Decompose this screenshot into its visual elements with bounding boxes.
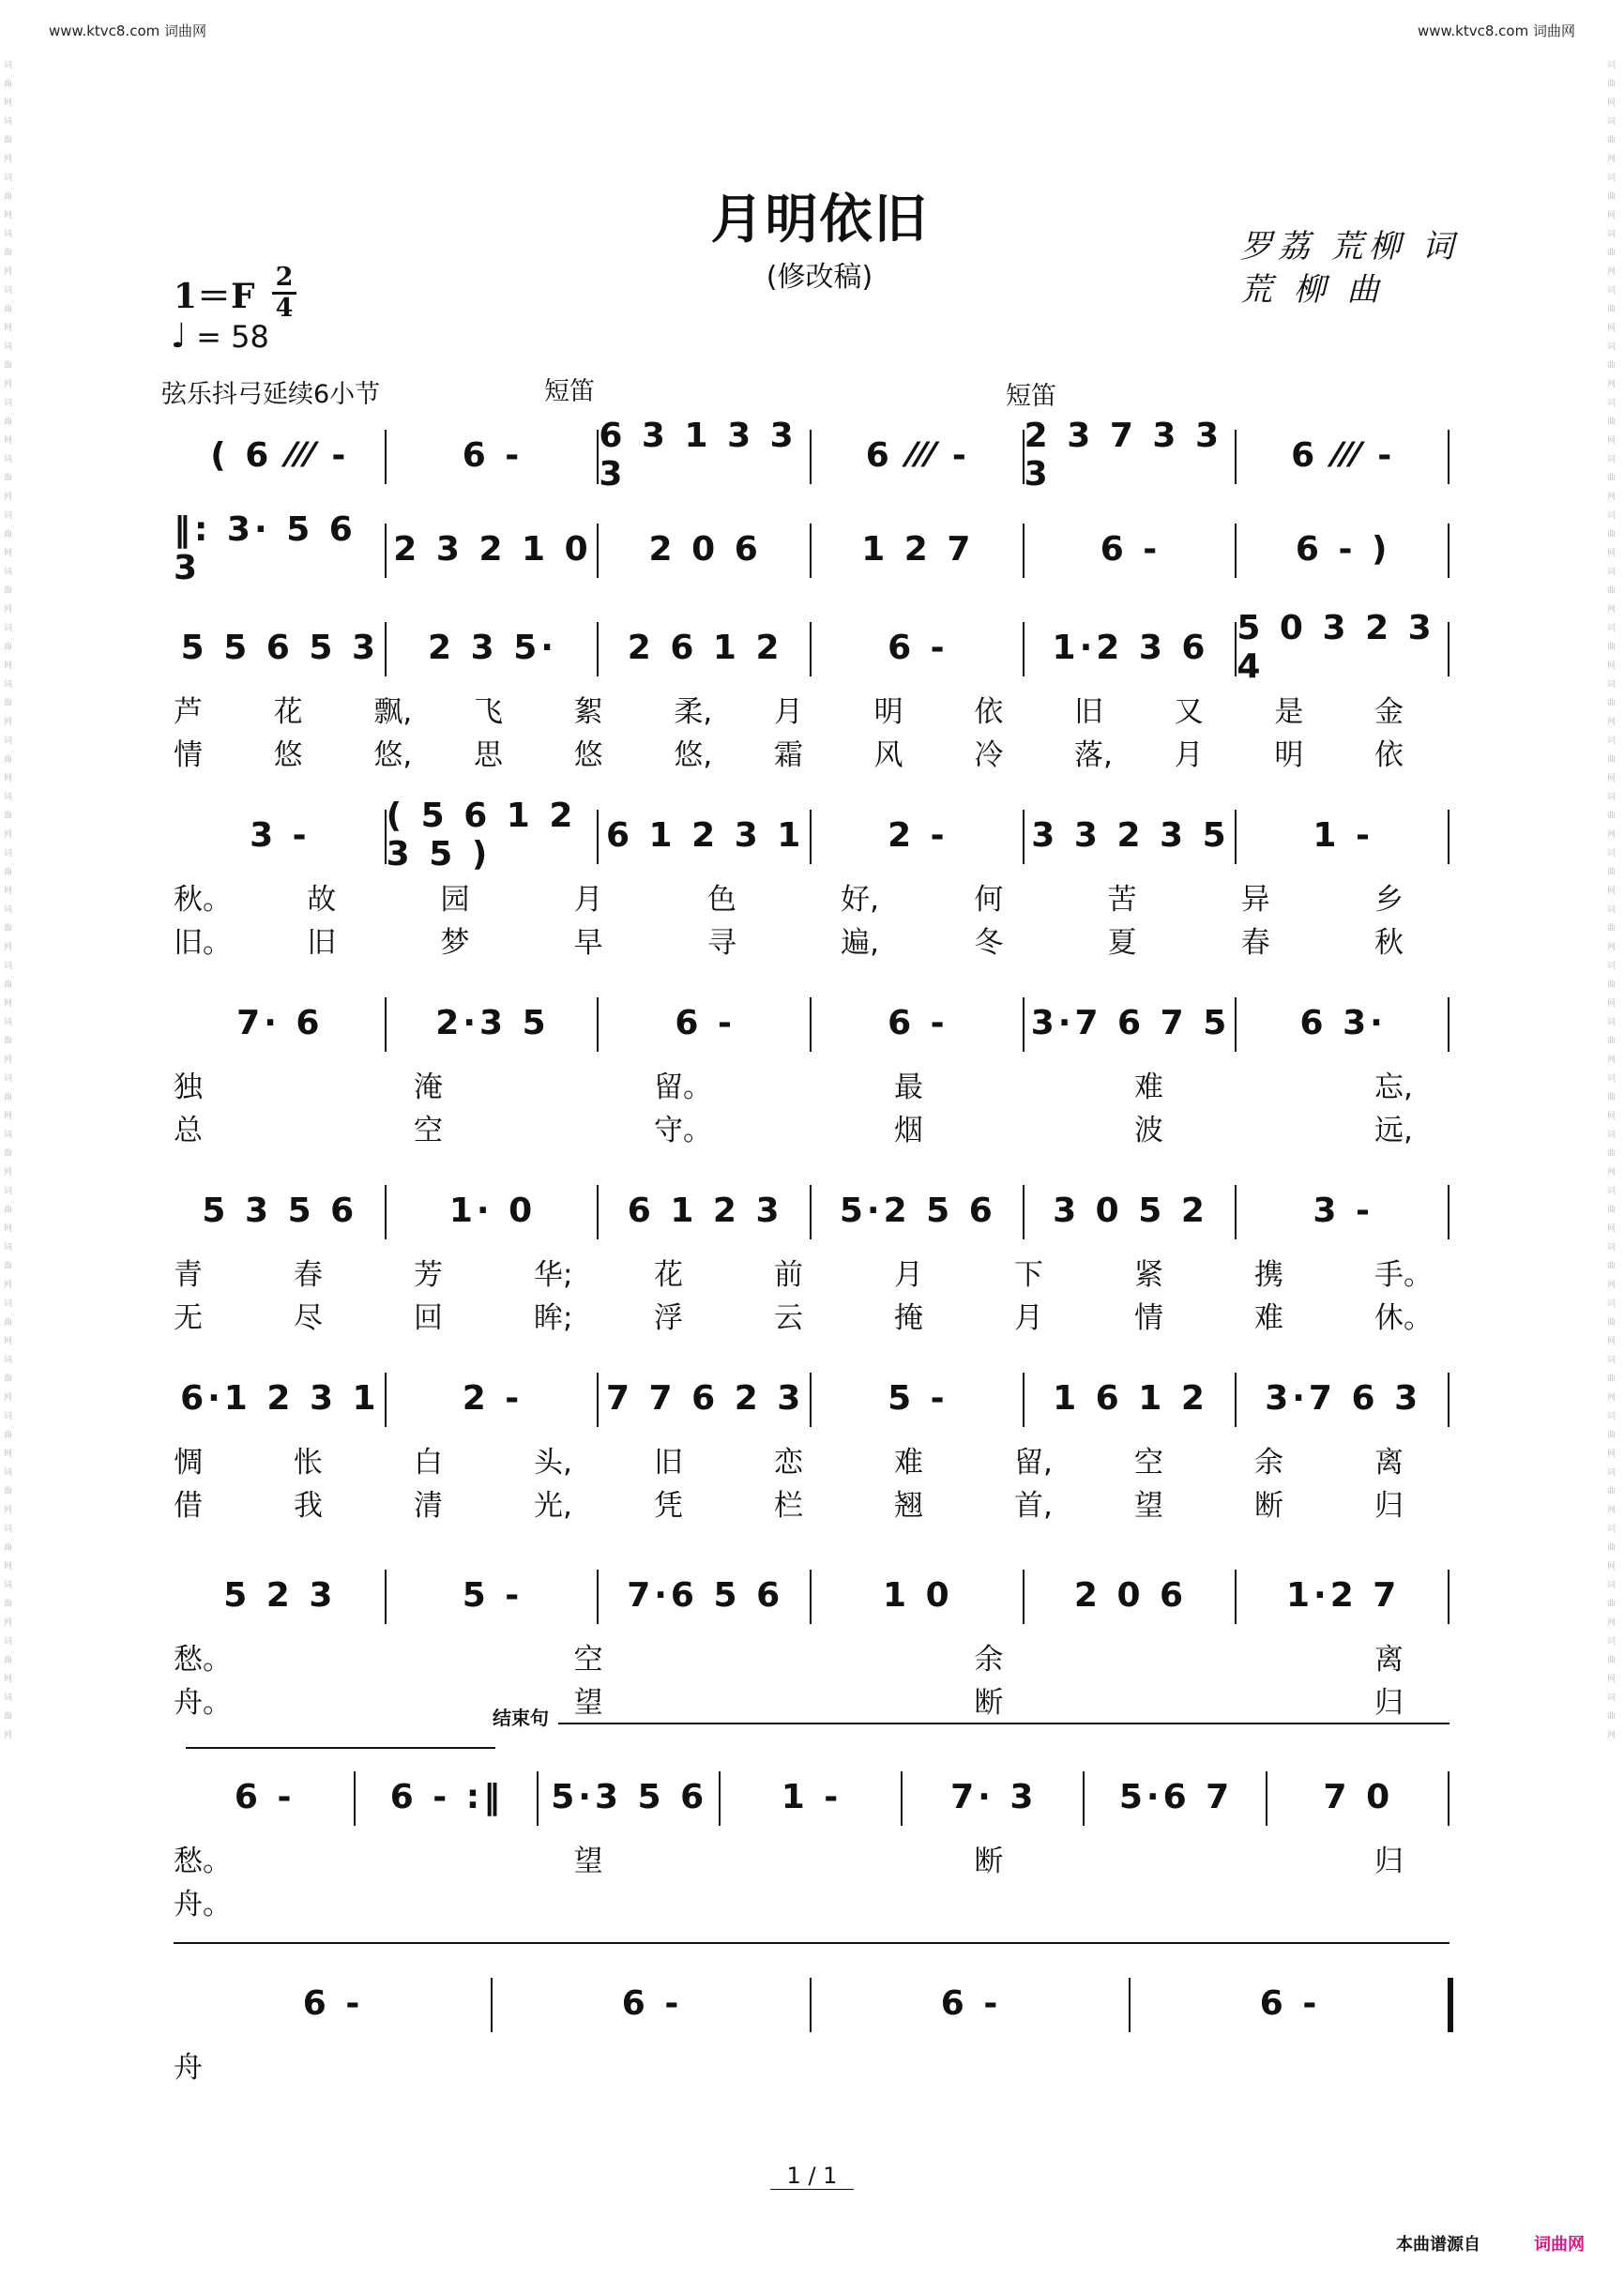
lyric-syllable: 落,	[1074, 738, 1113, 772]
barline	[1448, 810, 1449, 864]
lyric-syllable: 愁。	[174, 1643, 232, 1677]
url-right[interactable]: www.ktvc8.com 词曲网	[1417, 23, 1575, 39]
lyric-syllable: 独	[174, 1071, 203, 1104]
margin-watermark-left: 词曲网词曲网词曲网词曲网词曲网词曲网词曲网词曲网词曲网词曲网词曲网词曲网词曲网词曲网词曲网词曲网词曲网词曲网词曲网词曲网词曲网词曲网词曲网词曲网词曲网词曲网词曲网词曲网词曲网词曲网	[4, 61, 13, 1740]
tempo-value: = 58	[196, 319, 269, 355]
lyric-syllable: 空	[573, 1643, 603, 1677]
lyric-syllable: 悠	[573, 738, 603, 772]
lyric-syllable: 月	[894, 1258, 923, 1292]
song-subtitle: (修改稿)	[766, 261, 873, 294]
notes-row	[174, 417, 1449, 494]
lyric-syllable: 是	[1274, 695, 1304, 729]
lyric-syllable: 依	[1374, 738, 1404, 772]
lyric-syllable: 断	[974, 1845, 1004, 1878]
measure: 6 3 1 3 3 3	[599, 417, 797, 494]
lyric-syllable: 悠	[273, 738, 303, 772]
coda-line	[558, 1723, 1449, 1724]
measure: 7· 3	[950, 1777, 1038, 1816]
measure: 5 0 3 2 3 4	[1237, 609, 1435, 686]
lyric-syllable: 回	[414, 1301, 443, 1335]
lyric-syllable: 旧	[654, 1446, 683, 1480]
url-left[interactable]: www.ktvc8.com 词曲网	[49, 23, 207, 39]
lyric-syllable: 余	[1254, 1446, 1283, 1480]
margin-watermark-right: 词曲网词曲网词曲网词曲网词曲网词曲网词曲网词曲网词曲网词曲网词曲网词曲网词曲网词曲网词曲网词曲网词曲网词曲网词曲网词曲网词曲网词曲网词曲网词曲网词曲网词曲网词曲网词曲网词曲网词曲网	[1607, 61, 1616, 1740]
lyric-syllable: 清	[414, 1489, 443, 1523]
measure: 2 3 5·	[428, 628, 557, 667]
lyric-syllable: 栏	[774, 1489, 803, 1523]
lyric-syllable: 怅	[294, 1446, 323, 1480]
lyric-syllable: 下	[1014, 1258, 1043, 1292]
notes-row	[174, 1970, 1449, 2036]
lyric-syllable: 归	[1374, 1489, 1404, 1523]
measure: 2 0 6	[1073, 1575, 1188, 1615]
lyric-syllable: 霜	[774, 738, 803, 772]
ending-line-final	[174, 1942, 1449, 1944]
direction-strings: 弦乐抖弓延续6小节	[161, 380, 381, 409]
lyric-row-verse-2	[174, 1294, 1449, 1335]
lyric-syllable: 青	[174, 1258, 203, 1292]
measure: 3 3 2 3 5	[1031, 815, 1230, 855]
lyric-syllable: 波	[1134, 1114, 1163, 1147]
measure: 3·7 6 7 5	[1030, 1003, 1231, 1042]
tempo-marking	[171, 317, 269, 356]
measure: 6 1 2 3 1	[605, 815, 805, 855]
meter-bottom: 4	[275, 294, 294, 323]
lyric-syllable: 舟	[174, 2051, 203, 2085]
lyric-syllable: 风	[873, 738, 903, 772]
measure: 1·2 3 6	[1052, 628, 1209, 667]
measure: 3·7 6 3	[1265, 1378, 1422, 1418]
measure: 5 -	[462, 1575, 524, 1615]
measure: 5·2 5 6	[839, 1191, 996, 1230]
lyric-syllable: 早	[573, 926, 603, 960]
measure: 6 ⁄⁄⁄ -	[865, 435, 970, 475]
lyric-syllable: 难	[1254, 1301, 1283, 1335]
measure: 6 -	[675, 1003, 736, 1042]
lyric-syllable: 又	[1174, 695, 1204, 729]
quarter-note-icon: ♩	[171, 317, 187, 356]
measure: ( 5 6 1 2 3 5 )	[386, 797, 577, 873]
barline	[1448, 1978, 1453, 2032]
notes-row	[174, 1764, 1449, 1830]
measure: ( 6 ⁄⁄⁄ -	[210, 435, 350, 475]
lyric-syllable: 飘,	[373, 695, 413, 729]
notes-row	[174, 1365, 1449, 1431]
lyric-syllable: 淹	[414, 1071, 443, 1104]
lyric-syllable: 情	[174, 738, 203, 772]
notes-row	[174, 1177, 1449, 1243]
lyric-row-verse-1	[174, 1063, 1449, 1104]
lyric-syllable: 总	[174, 1114, 203, 1147]
lyric-syllable: 何	[974, 883, 1004, 917]
measure: 1 2 7	[861, 529, 975, 569]
lyric-syllable: 旧	[307, 926, 337, 960]
lyric-syllable: 紧	[1134, 1258, 1163, 1292]
measure: 2 -	[888, 815, 949, 855]
lyric-syllable: 凭	[654, 1489, 683, 1523]
lyric-syllable: 冬	[974, 926, 1004, 960]
lyric-syllable: 休。	[1374, 1301, 1433, 1335]
measure: 6 3·	[1299, 1003, 1387, 1042]
measure: 5 -	[888, 1378, 949, 1418]
barline	[1448, 997, 1449, 1052]
lyric-syllable: 光,	[534, 1489, 572, 1523]
credits	[1240, 225, 1460, 311]
lyric-syllable: 难	[894, 1446, 923, 1480]
lyric-syllable: 悠,	[674, 738, 713, 772]
measure: 1 -	[1313, 815, 1374, 855]
lyric-syllable: 苦	[1107, 883, 1137, 917]
lyric-syllable: 异	[1240, 883, 1270, 917]
measure: 6 - :‖	[389, 1777, 505, 1816]
lyric-syllable: 翘	[894, 1489, 923, 1523]
lyric-syllable: 明	[873, 695, 903, 729]
measure: 3 -	[1313, 1191, 1374, 1230]
lyric-syllable: 望	[573, 1845, 603, 1878]
measure: 1· 0	[448, 1191, 537, 1230]
lyric-syllable: 寻	[706, 926, 736, 960]
lyric-row-verse-2	[174, 1481, 1449, 1523]
lyric-syllable: 掩	[894, 1301, 923, 1335]
lyric-syllable: 头,	[534, 1446, 572, 1480]
barline	[1448, 430, 1449, 484]
lyric-syllable: 忘,	[1374, 1071, 1413, 1104]
lyric-syllable: 白	[414, 1446, 443, 1480]
lyric-syllable: 借	[174, 1489, 203, 1523]
measure: 6 -	[234, 1777, 296, 1816]
lyric-syllable: 眸;	[534, 1301, 573, 1335]
lyric-syllable: 思	[474, 738, 503, 772]
lyric-row-verse-1	[174, 1251, 1449, 1292]
barline	[1448, 622, 1449, 676]
lyric-row-verse-1	[174, 2043, 1449, 2085]
lyric-syllable: 飞	[474, 695, 503, 729]
barline	[1448, 1185, 1449, 1239]
measure: 6 -	[1259, 1983, 1321, 2023]
barline	[1448, 524, 1449, 578]
lyric-syllable: 归	[1374, 1845, 1404, 1878]
time-signature	[272, 265, 296, 322]
measure: 1·2 7	[1285, 1575, 1401, 1615]
footer-brand[interactable]: 词曲网	[1534, 2235, 1585, 2255]
lyric-syllable: 秋	[1374, 926, 1404, 960]
notes-row	[174, 1562, 1449, 1628]
lyric-syllable: 望	[573, 1686, 603, 1720]
notes-row	[174, 609, 1449, 686]
measure: 6·1 2 3 1	[180, 1378, 380, 1418]
ending-line-top	[186, 1747, 495, 1749]
barline	[1448, 1771, 1449, 1826]
lyric-syllable: 最	[894, 1071, 923, 1104]
lyric-syllable: 旧	[1074, 695, 1103, 729]
lyric-row-verse-2	[174, 1880, 1449, 1921]
measure: 3 0 5 2	[1053, 1191, 1208, 1230]
lyric-syllable: 远,	[1374, 1114, 1413, 1147]
measure: 7 7 6 2 3	[605, 1378, 805, 1418]
measure: 2 6 1 2	[627, 628, 783, 667]
lyric-syllable: 舟。	[174, 1686, 232, 1720]
lyric-syllable: 冷	[974, 738, 1004, 772]
measure: 1 0	[883, 1575, 953, 1615]
lyric-row-verse-2	[174, 1106, 1449, 1147]
lyric-syllable: 恋	[774, 1446, 803, 1480]
footer-source: 本曲谱源自	[1396, 2235, 1480, 2255]
measure: 7 0	[1323, 1777, 1394, 1816]
measure: 7·6 5 6	[627, 1575, 784, 1615]
lyric-syllable: 遍,	[841, 926, 879, 960]
lyric-syllable: 离	[1374, 1446, 1404, 1480]
lyric-syllable: 留。	[654, 1071, 712, 1104]
lyric-row-verse-1	[174, 1837, 1449, 1878]
measure: 2 -	[462, 1378, 524, 1418]
lyric-syllable: 故	[307, 883, 337, 917]
barline	[1448, 1570, 1449, 1624]
lyric-row-verse-1	[174, 1635, 1449, 1677]
lyric-syllable: 烟	[894, 1114, 923, 1147]
lyric-syllable: 云	[774, 1301, 803, 1335]
key-signature: 1＝F	[174, 277, 255, 316]
measure: 7· 6	[236, 1003, 324, 1042]
lyric-syllable: 柔,	[674, 695, 713, 729]
lyric-syllable: 离	[1374, 1643, 1404, 1677]
lyric-syllable: 余	[974, 1643, 1004, 1677]
barline	[1448, 1373, 1449, 1427]
lyric-syllable: 絮	[573, 695, 603, 729]
lyric-syllable: 情	[1134, 1301, 1163, 1335]
lyric-row-verse-1	[174, 688, 1449, 729]
lyric-row-verse-2	[174, 2087, 1449, 2128]
lyric-syllable: 浮	[654, 1301, 683, 1335]
lyric-row-verse-2	[174, 731, 1449, 772]
measure: 6 -	[888, 1003, 949, 1042]
lyric-syllable: 悠,	[373, 738, 413, 772]
lyric-syllable: 尽	[294, 1301, 323, 1335]
measure: 2 3 2 1 0	[393, 529, 592, 569]
measure: 5 3 5 6	[202, 1191, 358, 1230]
direction-flute-1: 短笛	[544, 377, 595, 406]
lyric-syllable: 花	[273, 695, 303, 729]
lyric-syllable: 春	[294, 1258, 323, 1292]
lyric-syllable: 归	[1374, 1686, 1404, 1720]
lyric-syllable: 春	[1240, 926, 1270, 960]
lyric-syllable: 好,	[841, 883, 879, 917]
measure: 6 -	[302, 1983, 364, 2023]
lyric-syllable: 空	[414, 1114, 443, 1147]
measure: 6 -	[940, 1983, 1002, 2023]
measure: 6 1 2 3	[627, 1191, 783, 1230]
lyric-syllable: 难	[1134, 1071, 1163, 1104]
lyric-syllable: 惆	[174, 1446, 203, 1480]
notes-row	[174, 990, 1449, 1055]
lyric-syllable: 手。	[1374, 1258, 1433, 1292]
lyric-syllable: 留,	[1014, 1446, 1053, 1480]
measure: ‖: 3· 5 6 3	[174, 510, 357, 587]
measure: 6 -	[888, 628, 949, 667]
lyric-syllable: 望	[1134, 1489, 1163, 1523]
lyric-syllable: 愁。	[174, 1845, 232, 1878]
notes-row	[174, 797, 1449, 873]
lyric-row-verse-2	[174, 1678, 1449, 1720]
lyric-syllable: 断	[974, 1686, 1004, 1720]
lyric-syllable: 色	[706, 883, 736, 917]
lyric-syllable: 依	[974, 695, 1004, 729]
measure: 6 -	[1100, 529, 1161, 569]
lyric-syllable: 月	[573, 883, 603, 917]
lyric-syllable: 秋。	[174, 883, 232, 917]
lyric-row-verse-1	[174, 875, 1449, 917]
measure: 2·3 5	[435, 1003, 550, 1042]
lyric-syllable: 花	[654, 1258, 683, 1292]
measure: 2 0 6	[648, 529, 762, 569]
lyric-syllable: 乡	[1374, 883, 1404, 917]
lyric-syllable: 芳	[414, 1258, 443, 1292]
measure: 5·3 5 6	[551, 1777, 708, 1816]
measure: 2 3 7 3 3 3	[1024, 417, 1223, 494]
lyric-syllable: 空	[1134, 1446, 1163, 1480]
song-title: 月明依旧	[710, 190, 929, 251]
meter-top: 2	[275, 263, 294, 292]
direction-coda: 结束句	[493, 1707, 549, 1729]
notes-row	[174, 510, 1449, 587]
measure: 6 ⁄⁄⁄ -	[1291, 435, 1396, 475]
lyric-syllable: 园	[440, 883, 470, 917]
measure: 6 -	[462, 435, 524, 475]
measure: 6 -	[621, 1983, 683, 2023]
measure: 1 6 1 2	[1053, 1378, 1208, 1418]
lyric-syllable: 月	[1174, 738, 1204, 772]
lyric-row-verse-2	[174, 919, 1449, 960]
lyric-syllable: 断	[1254, 1489, 1283, 1523]
measure: 5 2 3	[223, 1575, 337, 1615]
lyric-syllable: 我	[294, 1489, 323, 1523]
lyric-syllable: 金	[1374, 695, 1404, 729]
lyric-syllable: 芦	[174, 695, 203, 729]
lyric-syllable: 无	[174, 1301, 203, 1335]
lyric-syllable: 梦	[440, 926, 470, 960]
lyric-syllable: 舟。	[174, 1888, 232, 1921]
composer: 荒 柳 曲	[1240, 271, 1385, 309]
lyric-syllable: 携	[1254, 1258, 1283, 1292]
measure: 5·6 7	[1118, 1777, 1234, 1816]
lyricist: 罗荔 荒柳 词	[1240, 228, 1460, 266]
direction-flute-2: 短笛	[1006, 382, 1056, 411]
lyric-syllable: 守。	[654, 1114, 712, 1147]
page-number: 1 / 1	[0, 2163, 1624, 2189]
measure: 5 5 6 5 3	[180, 628, 380, 667]
lyric-syllable: 旧。	[174, 926, 232, 960]
lyric-syllable: 月	[1014, 1301, 1043, 1335]
lyric-syllable: 明	[1274, 738, 1304, 772]
measure: 1 -	[781, 1777, 842, 1816]
lyric-syllable: 夏	[1107, 926, 1137, 960]
measure: 3 -	[250, 815, 311, 855]
lyric-syllable: 华;	[534, 1258, 573, 1292]
lyric-syllable: 前	[774, 1258, 803, 1292]
lyric-syllable: 月	[774, 695, 803, 729]
lyric-row-verse-1	[174, 1438, 1449, 1480]
measure: 6 - )	[1295, 529, 1391, 569]
lyric-syllable: 首,	[1014, 1489, 1053, 1523]
